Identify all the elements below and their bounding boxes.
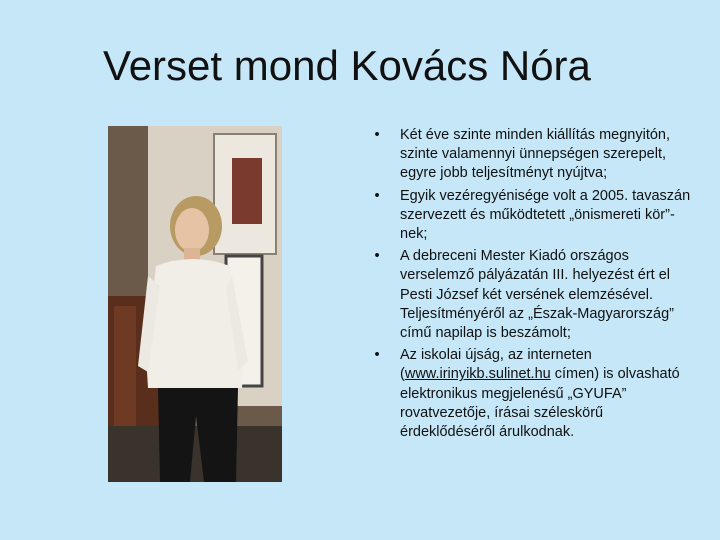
bullet-icon: • xyxy=(374,248,380,265)
list-item xyxy=(372,346,692,442)
bullet-text-after: címen) is olvasható elektronikus megjelenésű „GYUFA” rovatvezetője, írásai széleskörű érdeklődéséről árulkodnak. xyxy=(400,366,680,441)
bullet-text: Két éve szinte minden kiállítás megnyitón, szinte valamennyi ünnepségen szerepelt, egyre jobb teljesítményt nyújtva; xyxy=(400,127,670,182)
bullet-list xyxy=(372,126,692,445)
bullet-text-before: Az iskolai újság, az interneten ( xyxy=(400,347,592,383)
photo-of-girl-reciting-icon xyxy=(108,126,282,482)
bullet-icon: • xyxy=(374,187,380,204)
list-item xyxy=(372,247,692,343)
list-item xyxy=(372,126,692,184)
slide-title: Verset mond Kovács Nóra xyxy=(103,42,591,89)
website-link[interactable]: www.irinyikb.sulinet.hu xyxy=(404,366,551,383)
list-item xyxy=(372,187,692,245)
bullet-icon: • xyxy=(374,347,380,364)
bullet-text: A debreceni Mester Kiadó országos verselemző pályázatán III. helyezést ért el Pesti József két versének elemzésével. Teljesítményéről az „Észak-Magyarország” című napilap is beszámolt; xyxy=(400,248,674,342)
photo xyxy=(108,126,282,482)
bullet-icon: • xyxy=(374,127,380,143)
bullet-text: Egyik vezéregyénisége volt a 2005. tavaszán szervezett és működtetett „önismereti kör”-nek; xyxy=(400,187,691,243)
